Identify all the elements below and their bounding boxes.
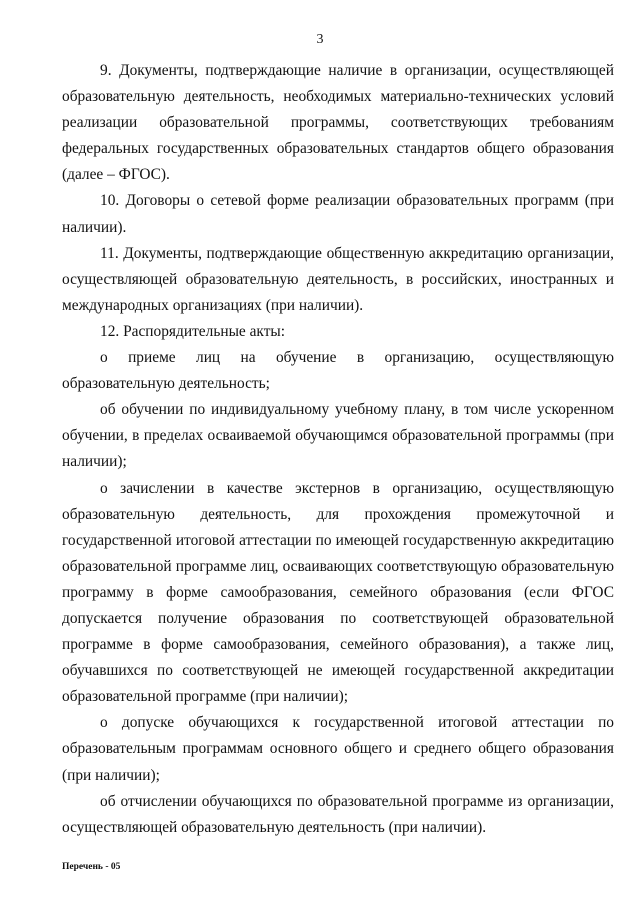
paragraph-expulsion: об отчислении обучающихся по образовательной программе из организации, осуществляющей образовательную деятельность (при наличии). [62,792,614,836]
paragraph-item-11: 11. Документы, подтверждающие общественную аккредитацию организации, осуществляющей образовательную деятельность, в российских, иностранных и международных организациях (при наличии). [62,244,614,314]
document-body [62,58,614,841]
paragraph-admission: о приеме лиц на обучение в организацию, осуществляющую образовательную деятельность; [62,349,614,393]
paragraph-item-12: 12. Распорядительные акты: [100,322,286,340]
paragraph-admission-to-attestation: о допуске обучающихся к государственной итоговой аттестации по образовательным программам основного общего и среднего общего образования (при наличии); [62,714,614,784]
paragraph-external-students: о зачислении в качестве экстернов в организацию, осуществляющую образовательную деятельность, для прохождения промежуточной и государственной итоговой аттестации по имеющей государственную аккредитацию образовательной программе лиц, осваивающих соответствующую образовательную программу в форме самообразования, семейного образования (если ФГОС допускается получение образования по соответствующей образовательной программе в форме самообразования, семейного образования), а также лиц, обучавшихся по соответствующей не имеющей государственной аккредитации образовательной программе (при наличии); [62,479,614,706]
footer-label: Перечень - 05 [62,862,121,872]
paragraph-item-9: 9. Документы, подтверждающие наличие в организации, осуществляющей образовательную деятельность, необходимых материально-технических условий реализации образовательной программы, соответствующих требованиям федеральных государственных образовательных стандартов общего образования (далее – ФГОС). [62,62,614,184]
paragraph-individual-plan: об обучении по индивидуальному учебному плану, в том числе ускоренном обучении, в пределах осваиваемой обучающимся образовательной программы (при наличии); [62,401,614,471]
paragraph-item-10: 10. Договоры о сетевой форме реализации образовательных программ (при наличии). [62,192,614,236]
page-number: 3 [316,32,324,47]
